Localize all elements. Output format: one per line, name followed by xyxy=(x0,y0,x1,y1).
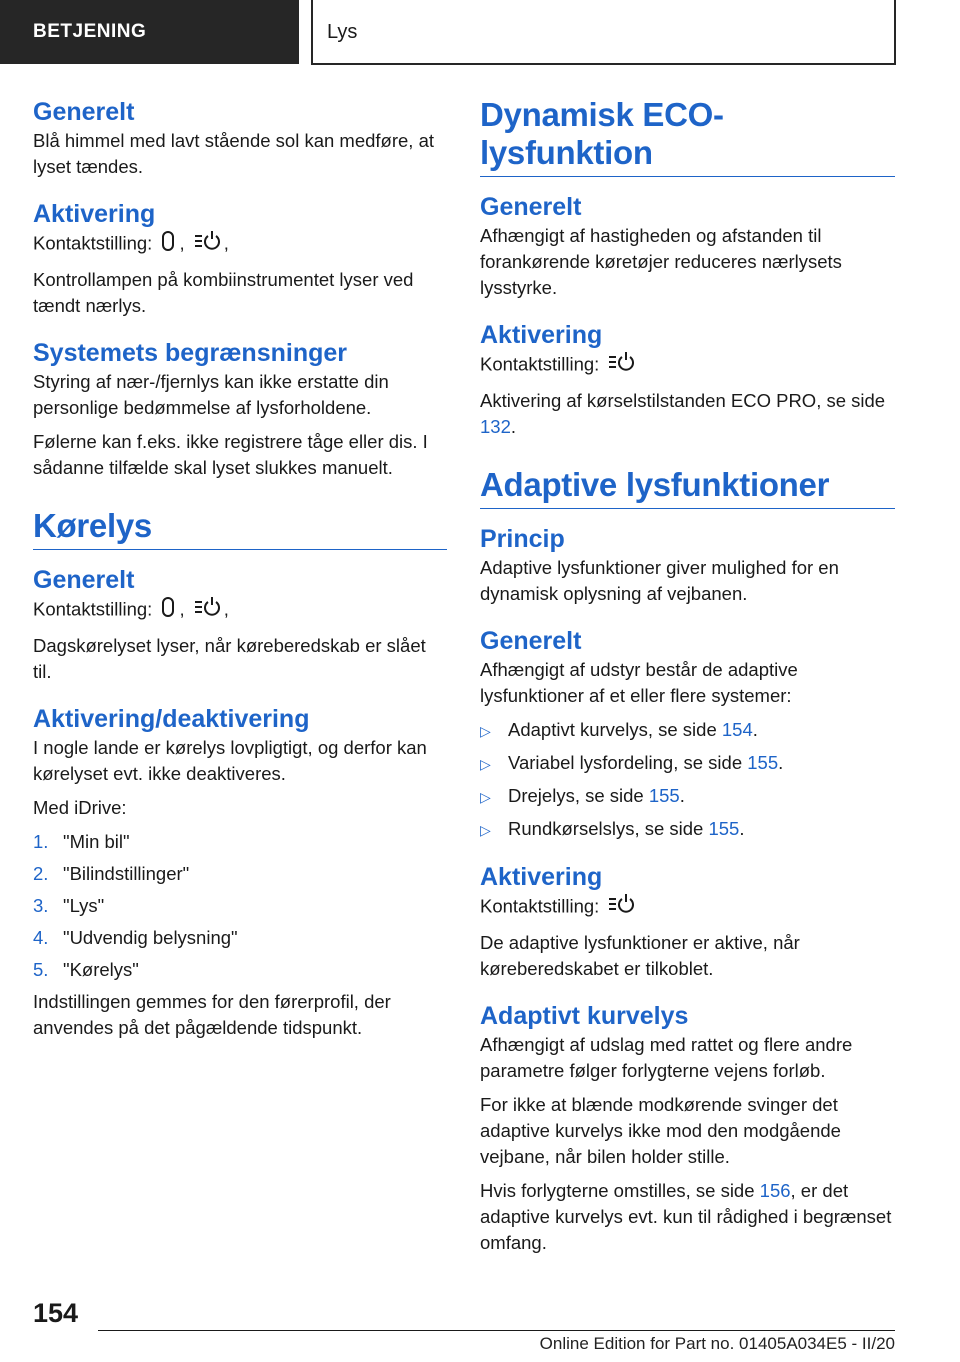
right-column xyxy=(480,96,895,1274)
triangle-bullet-icon: ▷ xyxy=(480,756,491,772)
page-number: 154 xyxy=(33,1298,79,1328)
footer-divider xyxy=(98,1330,895,1331)
section-generelt-1 xyxy=(33,96,447,180)
ignition-position-line-4: Kontaktstilling: xyxy=(480,893,895,922)
text-aktivering-2: Aktivering af kørselstilstanden ECO PRO, se side 132. xyxy=(480,390,886,437)
left-column xyxy=(33,96,447,1059)
section-systemets xyxy=(33,337,447,481)
text-systemets-2: Følerne kan f.eks. ikke registrere tåge eller dis. I sådanne tilfælde skal lyset slukkes manuelt. xyxy=(33,431,428,478)
section-princip xyxy=(480,523,895,607)
ignition-position-line-2: Kontaktstilling: , , xyxy=(33,596,447,625)
text-aktivering-3: De adaptive lysfunktioner er aktive, når køreberedskabet er tilkoblet. xyxy=(480,932,800,979)
list-item: ▷ Variabel lysfordeling, se side 155. xyxy=(480,750,895,777)
text-kurvelys-2: For ikke at blænde modkørende svinger det adaptive kurvelys ikke mod den modgående vejbane, når bilen holder stille. xyxy=(480,1094,841,1167)
idrive-steps xyxy=(33,829,447,983)
ignition-drive-icon xyxy=(194,596,220,625)
text-generelt-2: Dagskørelyset lyser, når køreberedskab er slået til. xyxy=(33,635,426,682)
heading-generelt-2: Generelt xyxy=(33,566,135,594)
heading-eco: Dynamisk ECO-lysfunktion xyxy=(480,96,895,177)
heading-aktivering-3: Aktivering xyxy=(480,863,603,891)
list-item: 3. "Lys" xyxy=(33,895,105,916)
text-aktdeakt-3: Indstillingen gemmes for den førerprofil, der anvendes på det pågældende tidspunkt. xyxy=(33,991,391,1038)
page-header xyxy=(0,0,960,66)
list-item: 4. "Udvendig belysning" xyxy=(33,927,238,948)
heading-korelys: Kørelys xyxy=(33,507,447,550)
text-kurvelys-3: Hvis forlygterne omstilles, se side 156, er det adaptive kurvelys evt. kun til rådighed i begrænset omfang. xyxy=(480,1180,892,1253)
page-link[interactable]: 155 xyxy=(747,752,779,773)
heading-aktdeakt: Aktivering/deaktivering xyxy=(33,705,310,733)
text-systemets-1: Styring af nær-/fjernlys kan ikke erstatte din personlige bedømmelse af lysforholdene. xyxy=(33,371,389,418)
section-aktivering-1 xyxy=(33,198,447,319)
triangle-bullet-icon: ▷ xyxy=(480,822,491,838)
page-link-156[interactable]: 156 xyxy=(759,1180,791,1201)
text-aktivering-1: Kontrollampen på kombiinstrumentet lyser ved tændt nærlys. xyxy=(33,269,414,316)
ignition-position-line-3: Kontaktstilling: xyxy=(480,351,895,380)
heading-systemets: Systemets begrænsninger xyxy=(33,339,347,367)
list-item: 1. "Min bil" xyxy=(33,831,130,852)
text-princip: Adaptive lysfunktioner giver mulighed for en dynamisk oplysning af vejbanen. xyxy=(480,557,839,604)
chapter-label: Lys xyxy=(311,0,896,65)
ignition-drive-icon xyxy=(608,893,634,922)
section-aktdeakt xyxy=(33,703,447,1041)
page-link[interactable]: 155 xyxy=(708,818,740,839)
section-generelt-3 xyxy=(480,191,895,301)
adaptive-functions-list xyxy=(480,717,895,843)
heading-generelt-4: Generelt xyxy=(480,627,582,655)
text-kurvelys-1: Afhængigt af udslag med rattet og flere andre parametre følger forlygterne vejens forløb. xyxy=(480,1034,853,1081)
section-kurvelys xyxy=(480,1000,895,1256)
section-generelt-2 xyxy=(33,564,447,685)
text-aktdeakt-1: I nogle lande er kørelys lovpligtigt, og derfor kan kørelyset evt. ikke deaktiveres. xyxy=(33,737,427,784)
section-aktivering-2 xyxy=(480,319,895,440)
heading-aktivering-1: Aktivering xyxy=(33,200,156,228)
page-link-132[interactable]: 132 xyxy=(480,416,511,437)
footer-edition-text: Online Edition for Part no. 01405A034E5 - II/20 xyxy=(539,1334,895,1353)
list-item: ▷ Drejelys, se side 155. xyxy=(480,783,895,810)
section-aktivering-3 xyxy=(480,861,895,982)
heading-generelt-1: Generelt xyxy=(33,98,135,126)
ignition-drive-icon xyxy=(608,351,634,380)
heading-aktivering-2: Aktivering xyxy=(480,321,603,349)
text-generelt-3: Afhængigt af hastigheden og afstanden til forankørende køretøjer reduceres nærlysets lysstyrke. xyxy=(480,225,842,298)
ignition-position-line: Kontaktstilling: , , xyxy=(33,230,447,259)
standby-icon xyxy=(161,596,175,625)
list-item: ▷ Adaptivt kurvelys, se side 154. xyxy=(480,717,895,744)
page-link[interactable]: 155 xyxy=(648,785,680,806)
standby-icon xyxy=(161,230,175,259)
list-item: 5. "Kørelys" xyxy=(33,959,139,980)
triangle-bullet-icon: ▷ xyxy=(480,723,491,739)
text-aktdeakt-2: Med iDrive: xyxy=(33,797,127,818)
heading-princip: Princip xyxy=(480,525,565,553)
text-generelt-1: Blå himmel med lavt stående sol kan medføre, at lyset tændes. xyxy=(33,130,435,177)
section-generelt-4 xyxy=(480,625,895,843)
list-item: 2. "Bilindstillinger" xyxy=(33,863,190,884)
list-item: ▷ Rundkørselslys, se side 155. xyxy=(480,816,895,843)
heading-adaptive: Adaptive lysfunktioner xyxy=(480,466,895,509)
section-label: BETJENING xyxy=(0,0,299,64)
triangle-bullet-icon: ▷ xyxy=(480,789,491,805)
ignition-drive-icon xyxy=(194,230,220,259)
text-generelt-4: Afhængigt af udstyr består de adaptive lysfunktioner af et eller flere systemer: xyxy=(480,659,798,706)
page-link[interactable]: 154 xyxy=(721,719,753,740)
heading-kurvelys: Adaptivt kurvelys xyxy=(480,1002,689,1030)
heading-generelt-3: Generelt xyxy=(480,193,582,221)
